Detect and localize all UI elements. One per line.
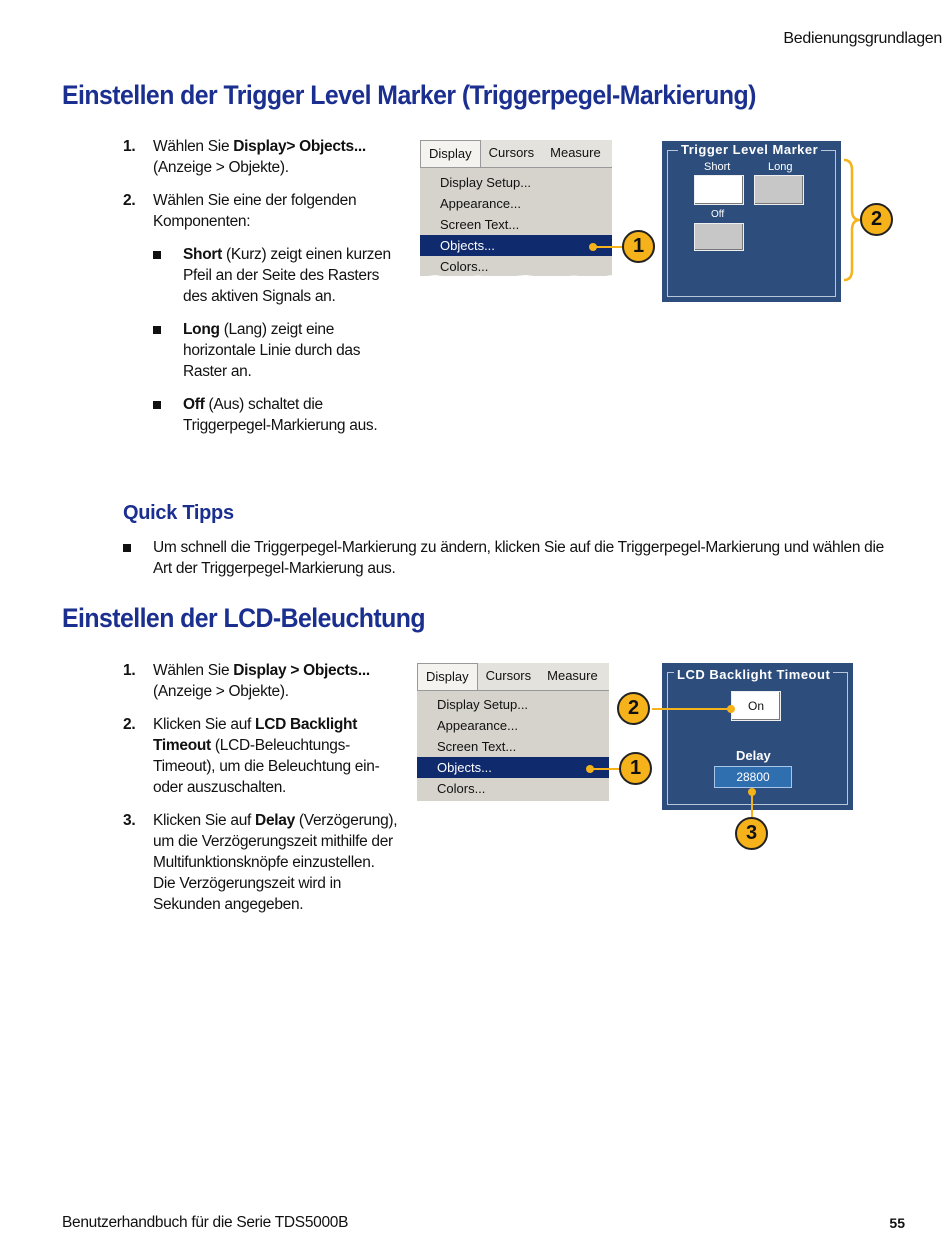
bullet-marker [153, 319, 183, 382]
menu-tab-cursors[interactable]: Cursors [485, 668, 532, 683]
page-number: 55 [889, 1215, 905, 1231]
delay-value-field[interactable]: 28800 [714, 766, 792, 788]
callout-leader [590, 768, 620, 770]
panel-title: Trigger Level Marker [678, 142, 821, 157]
list-item [153, 394, 398, 436]
section1-steps [123, 136, 398, 448]
trigger-level-marker-panel [662, 141, 841, 302]
menu-item-appearance[interactable]: Appearance... [437, 718, 518, 733]
step-item [123, 810, 398, 915]
tip-text: Um schnell die Triggerpegel-Markierung zu ändern, klicken Sie auf die Triggerpegel-Markierung und wählen die Art der Triggerpegel-Markierung aus. [153, 539, 884, 577]
menu-tab-cursors[interactable]: Cursors [488, 145, 535, 160]
callout-1: 1 [622, 230, 655, 263]
step-text: Klicken Sie auf [153, 812, 256, 829]
panel-title: LCD Backlight Timeout [674, 667, 833, 682]
menu-item-screen-text[interactable]: Screen Text... [440, 217, 520, 232]
callout-3: 3 [735, 817, 768, 850]
step-number: 2. [123, 192, 136, 209]
section2-title: Einstellen der LCD-Beleuchtung [62, 603, 425, 633]
bullet-bold: Long [183, 321, 220, 338]
bracket-icon [842, 158, 862, 282]
callout-2: 2 [860, 203, 893, 236]
menu-item-objects[interactable]: Objects... [420, 235, 612, 256]
short-button[interactable] [694, 175, 744, 205]
long-label: Long [768, 161, 793, 173]
step-number: 2. [123, 716, 136, 733]
menu-tab-measure[interactable]: Measure [550, 145, 601, 160]
bullet-text: (Lang) zeigt eine horizontale Linie durch das Raster an. [183, 321, 361, 380]
menu-item-display-setup[interactable]: Display Setup... [440, 175, 532, 190]
step-text: (Anzeige > Objekte). [153, 159, 289, 176]
callout-1: 1 [619, 752, 652, 785]
bullet-marker [153, 394, 183, 436]
lcd-on-button[interactable]: On [731, 691, 781, 721]
callout-leader [652, 708, 730, 710]
display-menu-screenshot [417, 663, 609, 801]
short-label: Short [704, 161, 731, 173]
menu-item-colors[interactable]: Colors... [440, 259, 489, 274]
bullet-marker [153, 244, 183, 307]
list-item [123, 537, 893, 579]
menu-bar [417, 663, 609, 691]
long-button[interactable] [754, 175, 804, 205]
step-bold: Display > Objects... [233, 662, 370, 679]
callout-leader [751, 792, 753, 818]
step-item [123, 190, 398, 232]
step-number: 1. [123, 662, 136, 679]
step-text: (Verzögerung), um die Verzögerungszeit mithilfe der Multifunktionsknöpfe einzustellen. Die Verzögerungszeit wird in Sekunden angegeben. [153, 812, 398, 913]
list-item [153, 319, 398, 382]
menu-item-display-setup[interactable]: Display Setup... [437, 697, 529, 712]
menu-tab-measure[interactable]: Measure [547, 668, 598, 683]
bullet-text: (Kurz) zeigt einen kurzen Pfeil an der Seite des Rasters des aktiven Signals an. [183, 246, 391, 305]
step-item [123, 136, 398, 178]
callout-2: 2 [617, 692, 650, 725]
step-bold: Delay [255, 812, 295, 829]
section1-title: Einstellen der Trigger Level Marker (Triggerpegel-Markierung) [62, 80, 756, 110]
step-bold: LCD Backlight Timeout [153, 716, 358, 754]
delay-label: Delay [736, 748, 771, 763]
running-header: Bedienungsgrundlagen [783, 30, 942, 47]
callout-dot [727, 705, 735, 713]
display-menu-screenshot [420, 140, 612, 276]
callout-leader [593, 246, 623, 248]
bullet-bold: Off [183, 396, 205, 413]
menu-item-appearance[interactable]: Appearance... [440, 196, 521, 211]
quick-tips-title: Quick Tipps [123, 502, 234, 524]
menu-item-screen-text[interactable]: Screen Text... [437, 739, 517, 754]
step-text: Wählen Sie eine der folgenden Komponenten: [153, 192, 357, 230]
list-item [153, 244, 398, 307]
step-number: 3. [123, 812, 136, 829]
section2-steps [123, 660, 398, 927]
menu-item-colors[interactable]: Colors... [437, 781, 486, 796]
bullet-bold: Short [183, 246, 222, 263]
step-text: Klicken Sie auf [153, 716, 256, 733]
bullet-text: (Aus) schaltet die Triggerpegel-Markierung aus. [183, 396, 378, 434]
step-text: Wählen Sie [153, 138, 234, 155]
menu-bar [420, 140, 612, 168]
menu-tab-display[interactable]: Display [417, 663, 478, 690]
step-item [123, 714, 398, 798]
lcd-backlight-timeout-panel [662, 663, 853, 810]
step-bold: Display> Objects... [233, 138, 366, 155]
step-text: (Anzeige > Objekte). [153, 683, 289, 700]
off-label: Off [711, 209, 725, 220]
menu-tab-display[interactable]: Display [420, 140, 481, 167]
panel-frame [667, 150, 836, 297]
off-button[interactable] [694, 223, 744, 251]
step-text: Wählen Sie [153, 662, 234, 679]
bullet-marker [123, 537, 153, 579]
component-list [153, 244, 398, 436]
step-text: (LCD-Beleuchtungs-Timeout), um die Beleuchtung ein- oder auszuschalten. [153, 737, 380, 796]
step-item [123, 660, 398, 702]
menu-item-objects[interactable]: Objects... [417, 757, 609, 778]
step-number: 1. [123, 138, 136, 155]
footer-manual-title: Benutzerhandbuch für die Serie TDS5000B [62, 1214, 349, 1231]
